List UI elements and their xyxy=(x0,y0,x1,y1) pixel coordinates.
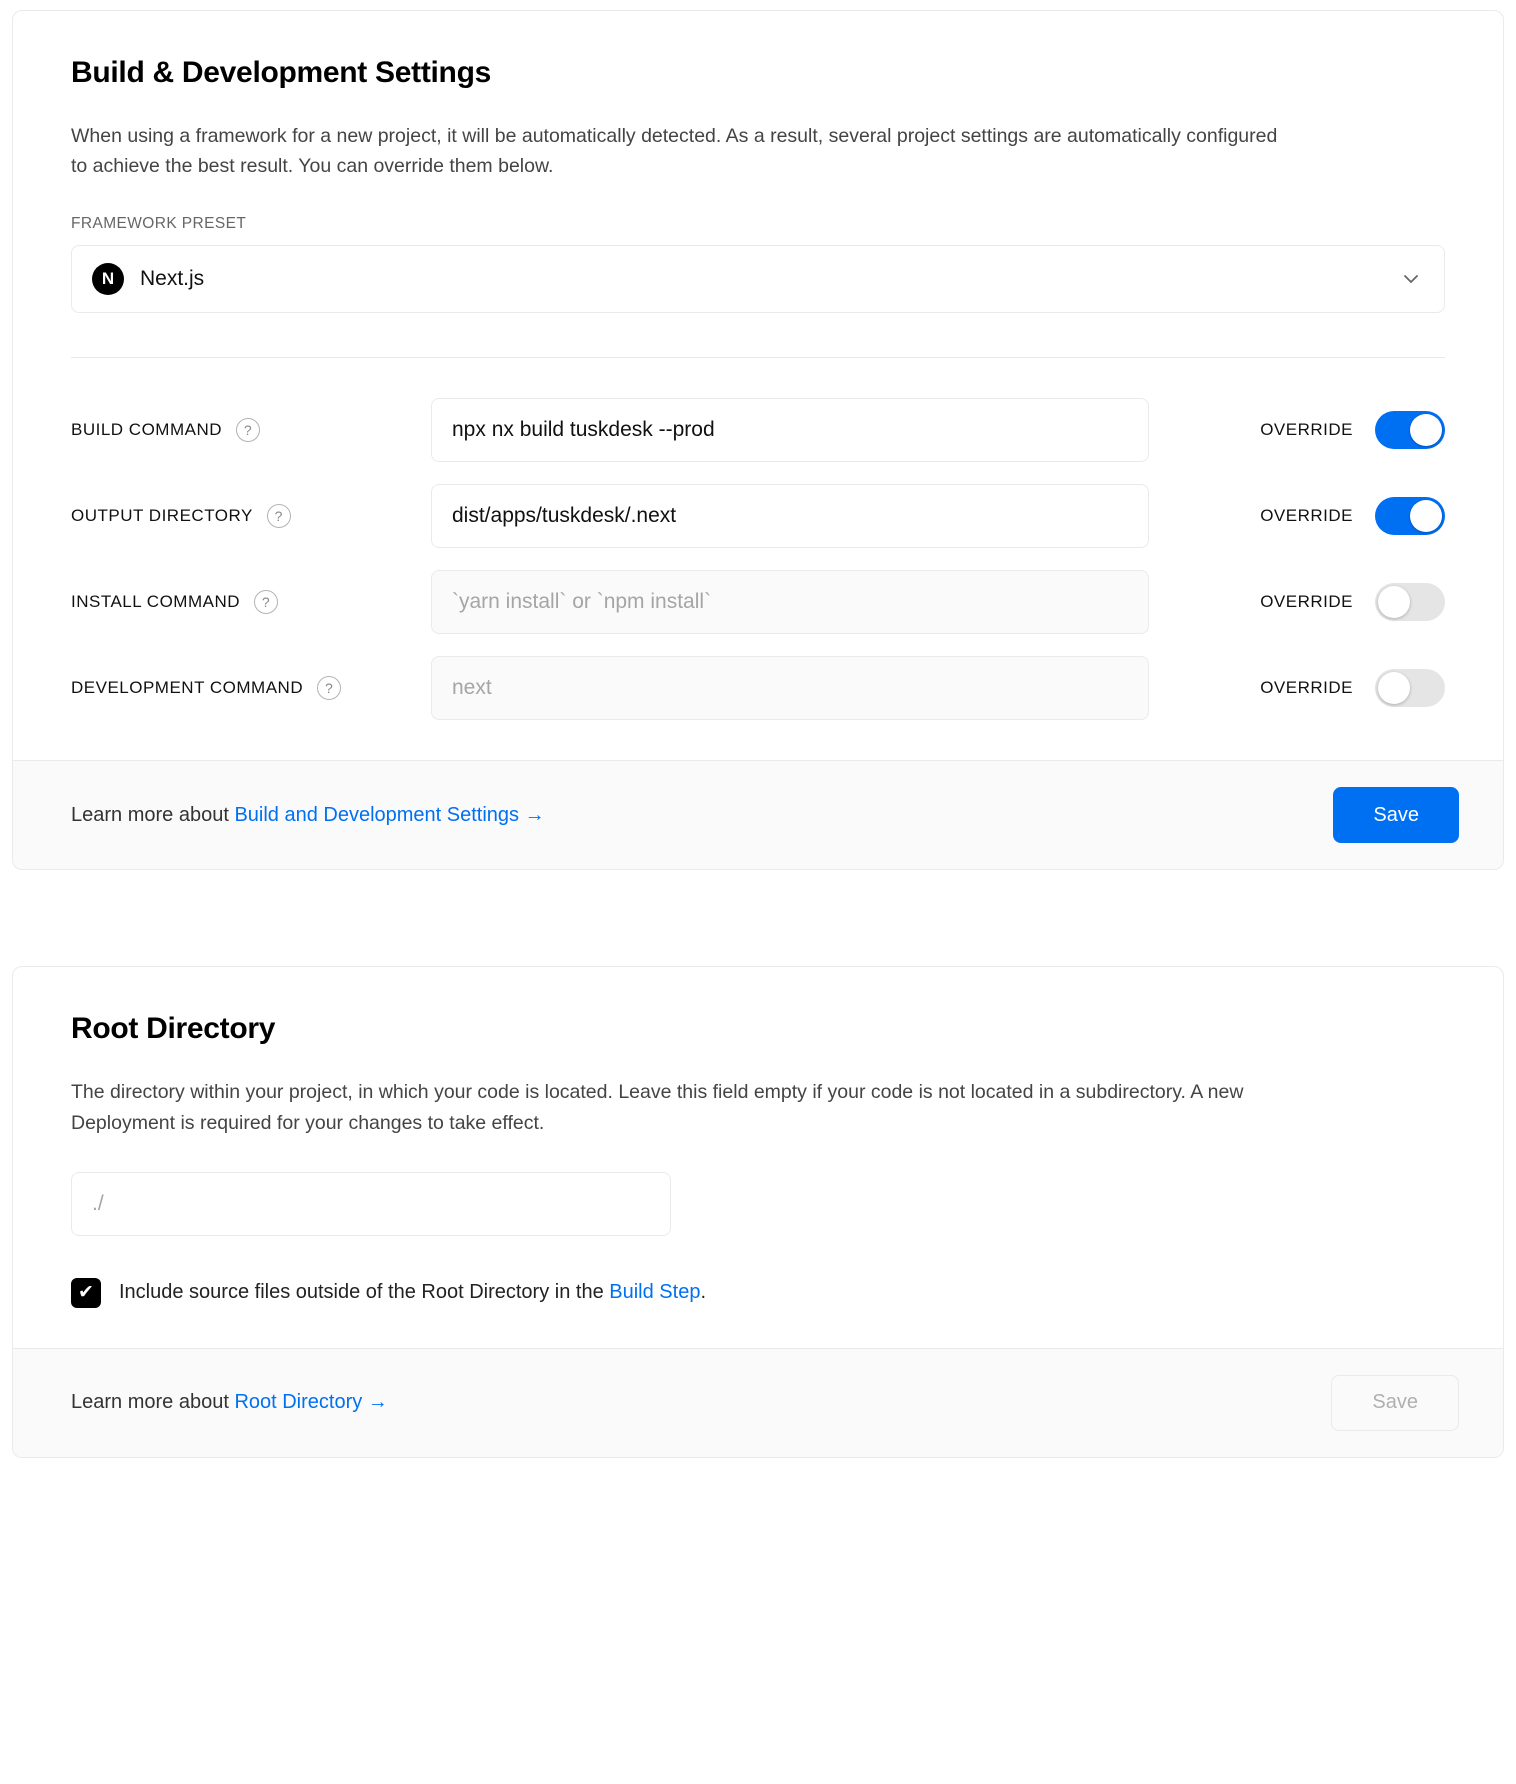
build-learn-more xyxy=(71,804,545,827)
build-card-description: When using a framework for a new project, it will be automatically detected. As a result, several project settings are automatically configured to achieve the best result. You can override them below. xyxy=(71,125,1278,178)
output-directory-label: OUTPUT DIRECTORY xyxy=(71,506,253,526)
root-directory-link[interactable]: Root Directory → xyxy=(234,1391,388,1414)
build-card-footer xyxy=(13,760,1503,869)
development-command-override-toggle[interactable] xyxy=(1375,669,1445,707)
include-source-files-row xyxy=(71,1278,1445,1308)
build-command-label: BUILD COMMAND xyxy=(71,420,223,440)
learn-more-prefix: Learn more about xyxy=(71,1391,235,1414)
help-icon[interactable]: ? xyxy=(267,504,291,528)
override-label: OVERRIDE xyxy=(1260,592,1353,612)
framework-preset-label: FRAMEWORK PRESET xyxy=(71,215,247,233)
development-command-override xyxy=(1260,669,1445,707)
build-command-label-wrap xyxy=(71,418,431,442)
root-save-button[interactable]: Save xyxy=(1331,1375,1459,1431)
root-card-footer xyxy=(13,1348,1503,1457)
root-directory-description: The directory within your project, in which your code is located. Leave this field empty if your code is not located in a subdirectory. A new Deployment is required for your changes to take effect. xyxy=(71,1081,1244,1134)
root-directory-card xyxy=(12,966,1504,1457)
help-icon[interactable]: ? xyxy=(254,590,278,614)
override-label: OVERRIDE xyxy=(1260,678,1353,698)
output-directory-override-toggle[interactable] xyxy=(1375,497,1445,535)
build-command-input[interactable] xyxy=(431,398,1149,462)
output-directory-label-wrap xyxy=(71,504,431,528)
root-card-body xyxy=(13,967,1503,1347)
override-label: OVERRIDE xyxy=(1260,420,1353,440)
build-command-row xyxy=(71,398,1445,462)
root-learn-more xyxy=(71,1391,388,1414)
build-save-button[interactable]: Save xyxy=(1333,787,1459,843)
build-card-body xyxy=(13,11,1503,760)
checkbox-text-prefix: Include source files outside of the Root Directory in the xyxy=(119,1281,610,1304)
divider xyxy=(71,357,1445,358)
output-directory-row xyxy=(71,484,1445,548)
framework-preset-select[interactable] xyxy=(71,245,1445,313)
root-directory-title: Root Directory xyxy=(71,1012,276,1046)
development-command-row xyxy=(71,656,1445,720)
root-directory-input[interactable] xyxy=(71,1172,671,1236)
install-command-label-wrap xyxy=(71,590,431,614)
output-directory-override xyxy=(1260,497,1445,535)
development-command-label-wrap xyxy=(71,676,431,700)
nextjs-logo-icon: N xyxy=(92,263,124,295)
build-command-override-toggle[interactable] xyxy=(1375,411,1445,449)
development-command-label: DEVELOPMENT COMMAND xyxy=(71,678,304,698)
include-source-files-label xyxy=(119,1281,706,1304)
install-command-input[interactable] xyxy=(431,570,1149,634)
checkbox-text-suffix: . xyxy=(700,1281,706,1304)
install-command-override-toggle[interactable] xyxy=(1375,583,1445,621)
build-command-override xyxy=(1260,411,1445,449)
override-label: OVERRIDE xyxy=(1260,506,1353,526)
build-development-settings-card xyxy=(12,10,1504,870)
build-step-link[interactable]: Build Step xyxy=(609,1281,701,1304)
help-icon[interactable]: ? xyxy=(236,418,260,442)
build-settings-link[interactable]: Build and Development Settings → xyxy=(234,803,545,826)
help-icon[interactable]: ? xyxy=(317,676,341,700)
page-title: Build & Development Settings xyxy=(71,56,491,89)
card-spacer xyxy=(12,870,1504,966)
output-directory-input[interactable] xyxy=(431,484,1149,548)
framework-preset-value: Next.js xyxy=(140,267,205,291)
learn-more-prefix: Learn more about xyxy=(71,803,235,826)
chevron-down-icon xyxy=(1398,266,1424,292)
include-source-files-checkbox[interactable]: ✔ xyxy=(71,1278,101,1308)
install-command-override xyxy=(1260,583,1445,621)
install-command-label: INSTALL COMMAND xyxy=(71,592,241,612)
development-command-input[interactable] xyxy=(431,656,1149,720)
install-command-row xyxy=(71,570,1445,634)
